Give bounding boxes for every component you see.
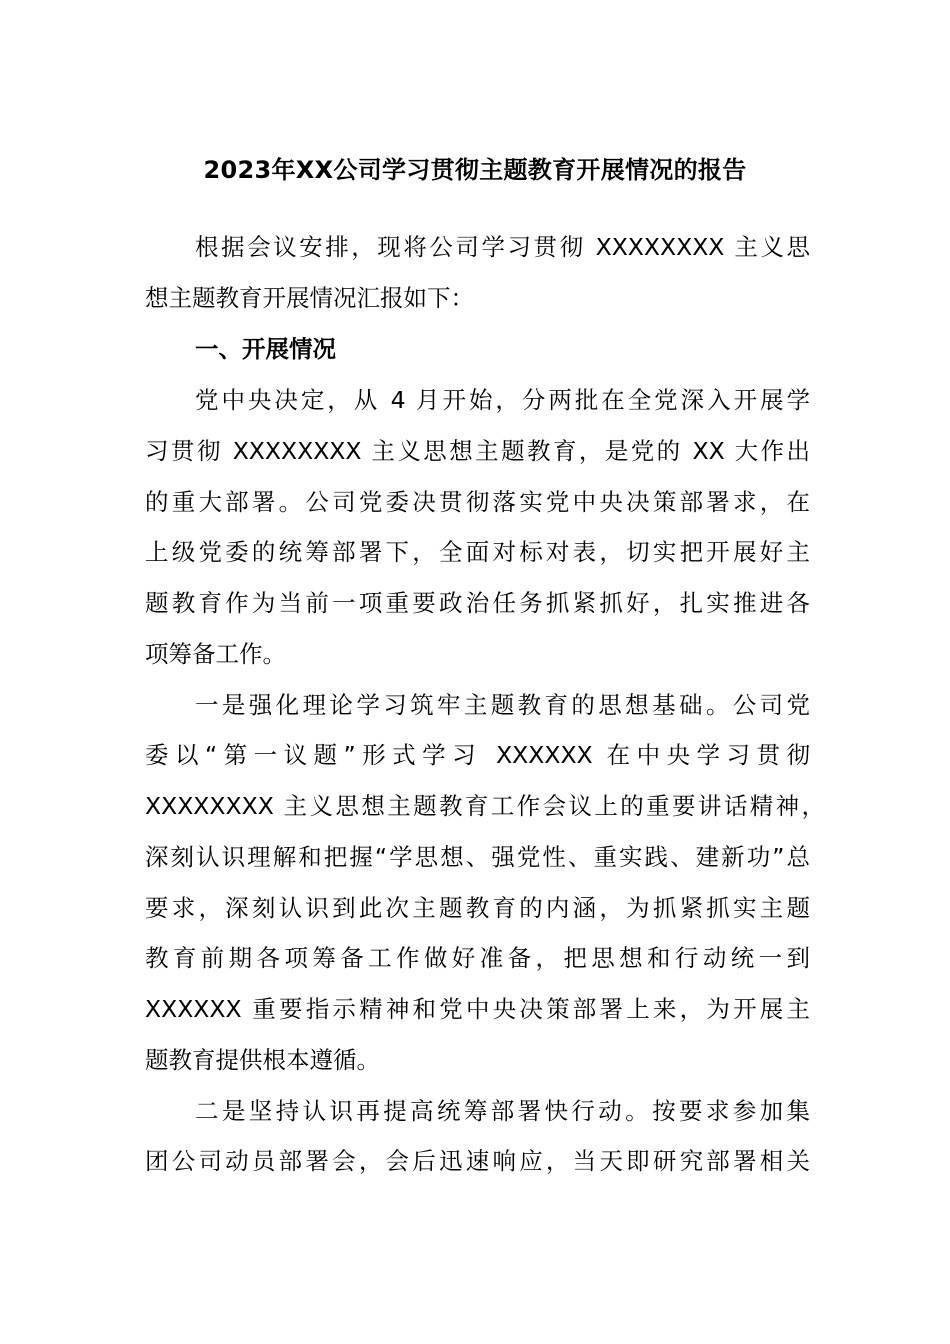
paragraph-line: 习贯彻 XXXXXXXX 主义思想主题教育，是党的 XX 大作出 [145, 437, 810, 465]
paragraph-line: 项筹备工作。 [145, 640, 286, 668]
paragraph-line: 二是坚持认识再提高统筹部署快行动。按要求参加集 [195, 1097, 810, 1125]
paragraph-line: 党中央决定，从 4 月开始，分两批在全党深入开展学 [195, 386, 810, 414]
paragraph-line: 上级党委的统筹部署下，全面对标对表，切实把开展好主 [145, 538, 810, 566]
paragraph-line: XXXXXXXX 主义思想主题教育工作会议上的重要讲话精神， [145, 792, 825, 820]
paragraph-line: 想主题教育开展情况汇报如下： [145, 284, 474, 312]
section-heading: 一、开展情况 [195, 335, 336, 363]
paragraph-line: 委以“第一议题”形式学习 XXXXXX 在中央学习贯彻 [145, 741, 810, 769]
paragraph-line: 深刻认识理解和把握“学思想、强党性、重实践、建新功”总 [145, 843, 810, 871]
paragraph-line: 要求，深刻认识到此次主题教育的内涵，为抓紧抓实主题 [145, 894, 810, 922]
paragraph-line: 题教育作为当前一项重要政治任务抓紧抓好，扎实推进各 [145, 589, 810, 617]
paragraph-line: 团公司动员部署会，会后迅速响应，当天即研究部署相关 [145, 1147, 810, 1175]
paragraph-line: 的重大部署。公司党委决贯彻落实党中央决策部署求，在 [145, 488, 810, 516]
paragraph-line: 教育前期各项筹备工作做好准备，把思想和行动统一到 [145, 944, 810, 972]
paragraph-line: 根据会议安排，现将公司学习贯彻 XXXXXXXX 主义思 [195, 233, 810, 261]
paragraph-line: 题教育提供根本遵循。 [145, 1046, 380, 1074]
paragraph-line: 一是强化理论学习筑牢主题教育的思想基础。公司党 [195, 691, 810, 719]
paragraph-line: XXXXXX 重要指示精神和党中央决策部署上来，为开展主 [145, 995, 810, 1023]
document-title: 2023年XX公司学习贯彻主题教育开展情况的报告 [203, 156, 747, 184]
